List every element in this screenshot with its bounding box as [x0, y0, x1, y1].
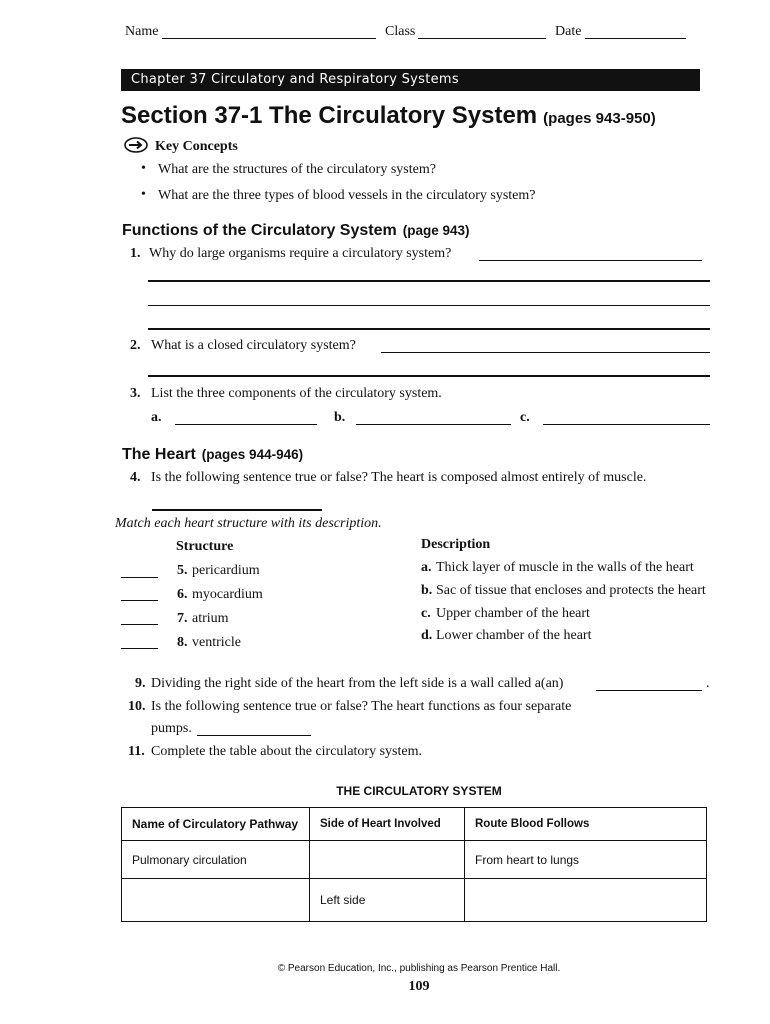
page-number: 109: [408, 979, 430, 994]
structure-8-number: 8.: [177, 635, 188, 650]
structure-header: Structure: [176, 539, 234, 554]
q10-answer-line[interactable]: [197, 735, 311, 736]
structure-7-number: 7.: [177, 611, 188, 626]
name-field[interactable]: [162, 38, 376, 39]
structure-5-number: 5.: [177, 563, 188, 578]
cell-route[interactable]: [465, 879, 707, 922]
table-row: [122, 841, 707, 879]
q9-number: 9.: [135, 676, 146, 691]
table-title: THE CIRCULATORY SYSTEM: [336, 784, 502, 798]
cell-side[interactable]: Left side: [310, 879, 465, 922]
q4-text: Is the following sentence true or false? The heart is composed almost entirely of muscle.: [151, 470, 647, 485]
structure-6-label: myocardium: [192, 587, 263, 602]
table-header-row: [122, 808, 707, 841]
q10-text: Is the following sentence true or false? The heart functions as four separate: [151, 699, 572, 714]
table-row: [122, 879, 707, 922]
copyright: © Pearson Education, Inc., publishing as Pearson Prentice Hall.: [277, 963, 561, 974]
q11-number: 11.: [128, 744, 145, 759]
description-c-text: Upper chamber of the heart: [436, 606, 590, 621]
q1-answer-line[interactable]: [479, 260, 702, 261]
key-concepts-title: Key Concepts: [155, 139, 238, 154]
q3-b-label: b.: [334, 410, 346, 425]
description-header: Description: [421, 537, 491, 552]
structure-5-label: pericardium: [192, 563, 260, 578]
q9-end: .: [706, 676, 710, 691]
description-c-letter: c.: [421, 606, 431, 621]
key-concepts-icon: [124, 137, 148, 158]
q9-answer-line[interactable]: [596, 690, 702, 691]
match-instruction: Match each heart structure with its description.: [115, 516, 382, 531]
circulatory-table: [121, 807, 707, 922]
q4-answer-line[interactable]: [152, 509, 322, 511]
q10-continued: pumps.: [151, 721, 192, 736]
q3-c-field[interactable]: [543, 424, 710, 425]
heart-heading: [122, 446, 303, 464]
description-b-text: Sac of tissue that encloses and protects the heart: [436, 583, 706, 598]
q2-answer-line[interactable]: [381, 352, 710, 353]
date-field[interactable]: [585, 38, 686, 39]
bullet-1: •: [141, 161, 146, 176]
match-answer-5[interactable]: [121, 577, 158, 578]
description-b-letter: b.: [421, 583, 433, 598]
bullet-2: •: [141, 187, 146, 202]
description-d-text: Lower chamber of the heart: [436, 628, 592, 643]
q3-text: List the three components of the circulatory system.: [151, 386, 442, 401]
q9-text: Dividing the right side of the heart from the left side is a wall called a(an): [151, 676, 564, 691]
section-pages: (pages 943-950): [543, 110, 656, 127]
section-heading: [121, 102, 656, 130]
description-a-text: Thick layer of muscle in the walls of the heart: [436, 560, 694, 575]
functions-heading: [122, 222, 470, 240]
cell-pathway[interactable]: [122, 879, 310, 922]
q1-text: Why do large organisms require a circulatory system?: [149, 246, 452, 261]
q10-number: 10.: [128, 699, 146, 714]
class-label: Class: [385, 24, 416, 39]
q4-number: 4.: [130, 470, 141, 485]
class-field[interactable]: [418, 38, 546, 39]
q3-a-label: a.: [151, 410, 162, 425]
match-answer-8[interactable]: [121, 648, 158, 649]
match-answer-7[interactable]: [121, 624, 158, 625]
cell-pathway[interactable]: Pulmonary circulation: [122, 841, 310, 879]
functions-pages: (page 943): [402, 223, 470, 238]
key-concept-1: What are the structures of the circulatory system?: [158, 162, 436, 177]
section-title: Section 37-1 The Circulatory System: [121, 102, 538, 129]
q3-number: 3.: [130, 386, 141, 401]
heart-title: The Heart: [122, 446, 196, 463]
structure-8-label: ventricle: [192, 635, 241, 650]
q3-b-field[interactable]: [356, 424, 511, 425]
name-label: Name: [125, 24, 159, 39]
q2-text: What is a closed circulatory system?: [151, 338, 356, 353]
q1-answer-line-4[interactable]: [148, 328, 710, 330]
structure-7-label: atrium: [192, 611, 229, 626]
q2-answer-line-2[interactable]: [148, 375, 710, 377]
functions-title: Functions of the Circulatory System: [122, 222, 397, 239]
chapter-bar: Chapter 37 Circulatory and Respiratory Systems: [121, 69, 700, 91]
cell-side[interactable]: [310, 841, 465, 879]
q1-answer-line-3[interactable]: [148, 305, 710, 306]
q2-number: 2.: [130, 338, 141, 353]
heart-pages: (pages 944-946): [201, 447, 304, 462]
date-label: Date: [555, 24, 582, 39]
q3-a-field[interactable]: [175, 424, 317, 425]
q11-text: Complete the table about the circulatory system.: [151, 744, 422, 759]
match-answer-6[interactable]: [121, 600, 158, 601]
key-concept-2: What are the three types of blood vessels in the circulatory system?: [158, 188, 536, 203]
q1-number: 1.: [130, 246, 141, 261]
header-route: Route Blood Follows: [465, 808, 707, 841]
header-pathway: Name of Circulatory Pathway: [122, 808, 310, 841]
cell-route[interactable]: From heart to lungs: [465, 841, 707, 879]
q1-answer-line-2[interactable]: [148, 280, 710, 282]
description-a-letter: a.: [421, 560, 432, 575]
structure-6-number: 6.: [177, 587, 188, 602]
description-d-letter: d.: [421, 628, 433, 643]
header-side: Side of Heart Involved: [310, 808, 465, 841]
q3-c-label: c.: [520, 410, 530, 425]
